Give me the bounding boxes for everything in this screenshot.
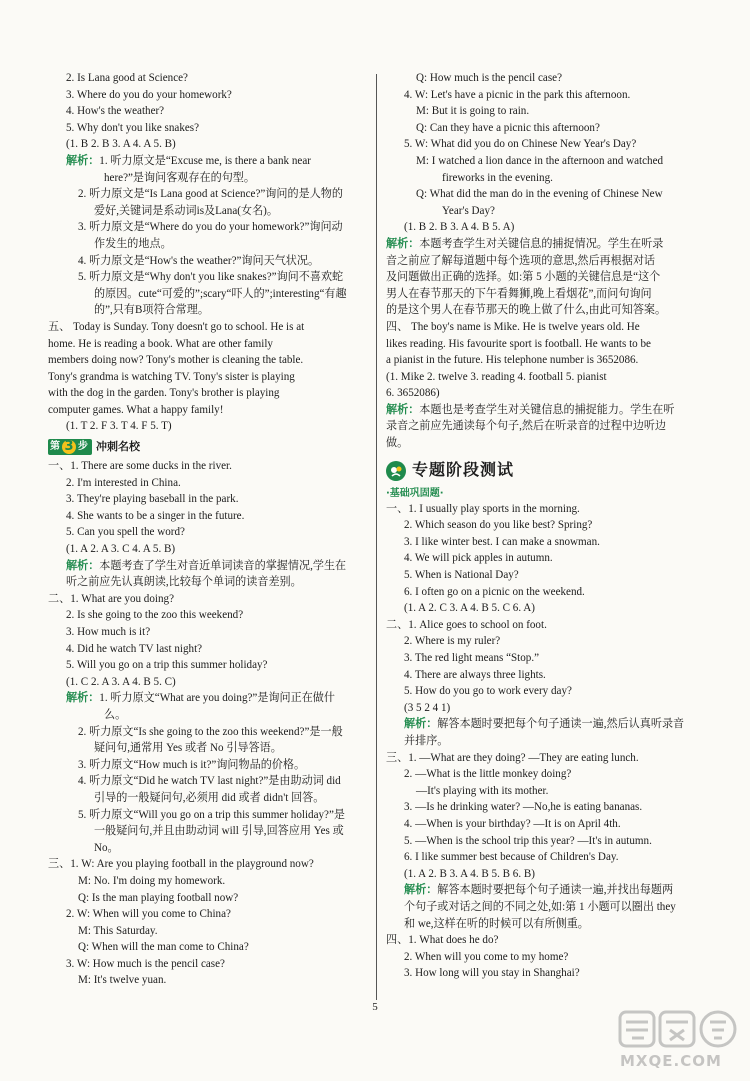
line-text: 6. I like summer best because of Children's Day. [404,851,619,864]
text-line [48,541,370,558]
line-text: 三、1. W: Are you playing football in the playground now? [48,858,314,871]
line-text: 四、1. What does he do? [386,934,499,947]
line-text: here?”是询问客观存在的句型。 [104,171,255,184]
line-text: (1. A 2. A 3. C 4. A 5. B) [66,543,176,556]
text-line [386,816,702,833]
text-line [48,823,370,840]
line-text: 4. She wants to be a singer in the future. [66,509,245,522]
line-text: 四、 The boy's name is Mike. He is twelve years old. He [386,320,640,333]
text-line [48,475,370,492]
text-line [386,750,702,767]
text-line [48,923,370,940]
analysis-label: 解析： [404,718,438,731]
line-text: 2. When will you come to my home? [404,950,569,963]
line-text: 么。 [104,708,127,721]
text-line [386,336,702,353]
text-line [386,700,702,717]
line-text: 5. Will you go on a trip this summer holiday? [66,659,268,672]
line-text: 疑问句,通常用 Yes 或者 No 引导答语。 [94,742,282,755]
line-text: 2. Which season do you like best? Spring? [404,519,593,532]
text-line [386,584,702,601]
text-line [48,707,370,724]
text-line [386,319,702,336]
line-text: 4. W: Let's have a picnic in the park this afternoon. [404,88,631,101]
text-line [386,302,702,319]
line-text: 个句子或对话之间的不同之处,如:第 1 小题可以圈出 they [404,900,676,913]
text-line [48,319,370,336]
line-text: 4. We will pick apples in autumn. [404,552,553,565]
text-line [48,840,370,857]
line-text: 本题也是考查学生对关键信息的捕捉能力。学生在听 [419,403,675,416]
step-badge-pre: 第 [50,440,60,452]
text-line [48,402,370,419]
text-line [386,120,702,137]
line-text: 1. 听力原文是“Excuse me, is there a bank near [99,154,311,167]
line-text: 的原因。cute“可爱的”;scary“吓人的”;interesting“有趣 [94,287,347,300]
text-line [386,899,702,916]
line-text: 作发生的地点。 [94,237,172,250]
line-text: 2. 听力原文是“Is Lana good at Science?”询问的是人物的 [78,188,343,201]
text-line [48,558,370,575]
analysis-label: 解析： [386,403,420,416]
step-heading [48,437,370,457]
text-line [48,302,370,319]
line-text: 5. How do you go to work every day? [404,685,572,698]
text-line [386,87,702,104]
text-line [48,690,370,707]
line-text: 的是这个男人在春节那天的晚上做了什么,由此可知答案。 [386,304,667,317]
text-line [48,286,370,303]
line-text: a pianist in the future. His telephone number is 3652086. [386,354,639,367]
line-text: M: It's twelve yuan. [78,974,167,987]
line-text: Q: Is the man playing football now? [78,891,239,904]
text-line [48,574,370,591]
text-line [386,683,702,700]
line-text: 3. They're playing baseball in the park. [66,493,239,506]
line-text: 爱好,关键词是系动词is及Lana(女名)。 [94,204,278,217]
step-number: 3 [62,440,76,454]
line-text: Q: When will the man come to China? [78,941,249,954]
text-line [48,70,370,87]
line-text: 一般疑问句,并且由助动词 will 引导,回答应用 Yes 或 [94,825,344,838]
text-line [386,965,702,982]
text-line [386,916,702,933]
line-text: 并排序。 [404,734,449,747]
text-line [48,906,370,923]
line-text: 一、1. I usually play sports in the morning. [386,502,580,515]
line-text: 音之前应了解每道题中每个选项的意思,然后再根据对话 [386,254,656,267]
text-line [386,517,702,534]
text-line [48,624,370,641]
line-text: 4. 听力原文是“How's the weather?”询问天气状况。 [78,254,320,267]
watermark-logo [560,1008,740,1074]
text-line [386,435,702,452]
text-line [48,87,370,104]
line-text: Q: What did the man do in the evening of Chinese New [416,188,663,201]
text-line [48,508,370,525]
line-text: 引导的一般疑问句,必须用 did 或者 didn't 回答。 [94,791,325,804]
line-text: No。 [94,841,119,854]
line-text: 3. How long will you stay in Shanghai? [404,967,580,980]
text-line [48,807,370,824]
text-line [48,591,370,608]
text-line [48,385,370,402]
line-text: with the dog in the garden. Tony's brother is playing [48,387,280,400]
text-line [386,932,702,949]
text-line [48,219,370,236]
line-text: (1. A 2. C 3. A 4. B 5. C 6. A) [404,602,535,615]
text-line [48,674,370,691]
line-text: (1. A 2. B 3. A 4. B 5. B 6. B) [404,867,535,880]
line-text: (1. Mike 2. twelve 3. reading 4. football 5. pianist [386,370,607,383]
line-text: 录音之前应先通读每个句子,然后在听录音的过程中边听边 [386,420,667,433]
text-line [48,253,370,270]
line-text: 2. —What is the little monkey doing? [404,768,572,781]
page-number: 5 [372,1001,378,1013]
line-text: 3. 听力原文是“Where do you do your homework?”询问动 [78,221,343,234]
text-line [48,524,370,541]
analysis-label: 解析： [404,884,438,897]
text-line [48,336,370,353]
line-text: 2. Is Lana good at Science? [66,72,188,84]
line-text: (1. B 2. B 3. A 4. A 5. B) [66,138,176,151]
text-line [48,956,370,973]
line-text: 五、 Today is Sunday. Tony doesn't go to school. He is at [48,320,305,333]
line-text: 2. I'm interested in China. [66,476,181,489]
line-text: 做。 [386,437,409,450]
text-line [386,633,702,650]
line-text: 2. Where is my ruler? [404,635,501,648]
text-line [386,766,702,783]
line-text: 2. 听力原文“Is she going to the zoo this weekend?”是一般 [78,725,343,738]
line-text: 3. I like winter best. I can make a snowman. [404,535,600,548]
line-text: 5. 听力原文“Will you go on a trip this summer holiday?”是 [78,808,345,821]
text-line [48,890,370,907]
text-line [386,418,702,435]
line-text: Year's Day? [442,204,495,217]
analysis-label: 解析： [386,237,420,250]
text-line [386,600,702,617]
text-line [48,352,370,369]
line-text: 一、1. There are some ducks in the river. [48,460,232,473]
text-line [386,253,702,270]
text-line [48,418,370,435]
text-line [48,369,370,386]
line-text: 3. 听力原文“How much is it?”询问物品的价格。 [78,758,306,771]
line-text: 4. How's the weather? [66,105,165,118]
text-line [386,534,702,551]
line-text: 3. —Is he drinking water? —No,he is eating bananas. [404,801,643,814]
line-text: 5. When is National Day? [404,569,519,582]
text-line [48,757,370,774]
text-line [386,236,702,253]
text-line [386,567,702,584]
analysis-label: 解析： [66,154,100,167]
line-text: 听之前应先认真朗读,比较每个单词的读音差别。 [66,576,302,589]
line-text: computer games. What a happy family! [48,403,224,416]
line-text: 解答本题时要把每个句子通读一遍,然后认真听录音 [437,718,685,731]
text-line [48,203,370,220]
line-text: 三、1. —What are they doing? —They are eating lunch. [386,751,639,764]
step-title: 冲刺名校 [96,439,140,453]
text-line [386,667,702,684]
text-line [386,799,702,816]
subsection-title: ·基础巩固题· [386,487,444,499]
line-text: 本题考查学生对关键信息的捕捉情况。学生在听录 [419,237,664,250]
section-heading [386,458,702,484]
text-line [48,170,370,187]
line-text: 6. I often go on a picnic on the weekend. [404,585,585,598]
text-line [48,607,370,624]
text-line [48,491,370,508]
line-text: 男人在春节那天的下午看舞狮,晚上看烟花”,而问句询问 [386,287,652,300]
line-text: 二、1. What are you doing? [48,592,175,605]
line-text: 及问题做出正确的选择。如:第 5 小题的关键信息是“这个 [386,271,661,284]
text-line [48,790,370,807]
line-text: 和 we,这样在听的时候可以有所侧重。 [404,917,589,930]
text-line [386,269,702,286]
line-text: 本题考查了学生对音近单词读音的掌握情况,学生在 [99,559,347,572]
line-text: 的”,只有B项符合常理。 [94,304,209,317]
line-text: fireworks in the evening. [442,171,553,184]
line-text: (3 5 2 4 1) [404,701,451,714]
text-line [48,724,370,741]
line-text: likes reading. His favourite sport is football. He wants to be [386,337,651,350]
text-line [386,186,702,203]
text-line [48,873,370,890]
line-text: 4. Did he watch TV last night? [66,642,203,655]
line-text: (1. T 2. F 3. T 4. F 5. T) [66,420,172,433]
section-title: 专题阶段测试 [412,460,515,480]
text-line [48,186,370,203]
step-badge-post: 步 [78,440,88,452]
text-line [386,716,702,733]
text-line [48,458,370,475]
text-line [48,269,370,286]
text-line [386,203,702,220]
text-line [386,949,702,966]
text-line [386,70,702,87]
line-text: 5. —When is the school trip this year? —It's in autumn. [404,834,652,847]
line-text: 3. The red light means “Stop.” [404,652,540,664]
line-text: 4. —When is your birthday? —It is on April 4th. [404,817,621,830]
text-line [386,833,702,850]
line-text: (1. B 2. B 3. A 4. B 5. A) [404,221,515,234]
column-divider [376,74,377,1000]
text-line [386,103,702,120]
text-line [386,286,702,303]
text-line [386,136,702,153]
line-text: Q: Can they have a picnic this afternoon? [416,121,600,134]
text-line [386,849,702,866]
text-line [386,550,702,567]
text-line [48,939,370,956]
text-line [386,733,702,750]
text-line [386,385,702,402]
text-line [48,773,370,790]
line-text: (1. C 2. A 3. A 4. B 5. C) [66,675,176,688]
text-line [386,501,702,518]
line-text: M: I watched a lion dance in the afternoon and watched [416,154,664,167]
line-text: Q: How much is the pencil case? [416,72,563,84]
line-text: 二、1. Alice goes to school on foot. [386,618,547,631]
watermark-glyphs-icon [560,1008,740,1052]
text-line [48,103,370,120]
text-line [48,657,370,674]
line-text: Tony's grandma is watching TV. Tony's sister is playing [48,370,295,383]
line-text: 5. Why don't you like snakes? [66,121,200,134]
text-line [48,740,370,757]
text-line [386,650,702,667]
text-line [386,219,702,236]
line-text: 2. W: When will you come to China? [66,908,231,921]
line-text: M: No. I'm doing my homework. [78,874,226,887]
analysis-label: 解析： [66,559,100,572]
text-line [386,369,702,386]
text-line [386,866,702,883]
text-line [386,402,702,419]
text-line [48,120,370,137]
line-text: 4. 听力原文“Did he watch TV last night?”是由助动词 did [78,775,341,788]
left-column [48,70,370,989]
text-line [48,236,370,253]
line-text: 4. There are always three lights. [404,668,546,681]
line-text: 3. W: How much is the pencil case? [66,957,225,970]
right-column [386,70,702,982]
text-line [48,856,370,873]
line-text: members doing now? Tony's mother is cleaning the table. [48,354,304,367]
section-leaf-icon [386,461,406,481]
analysis-label: 解析： [66,692,100,705]
line-text: 解答本题时要把每个句子通读一遍,并找出每题两 [437,884,674,897]
text-line [48,972,370,989]
line-text: 5. W: What did you do on Chinese New Year's Day? [404,138,637,151]
line-text: 5. Can you spell the word? [66,526,185,539]
line-text: M: But it is going to rain. [416,105,530,118]
text-line [386,783,702,800]
text-line [386,617,702,634]
line-text: 1. 听力原文“What are you doing?”是询问正在做什 [99,692,335,705]
line-text: 2. Is she going to the zoo this weekend? [66,609,244,622]
step-badge [48,439,92,455]
line-text: 3. How much is it? [66,626,151,638]
line-text: —It's playing with its mother. [416,784,549,797]
line-text: 6. 3652086) [386,387,440,400]
text-line [48,136,370,153]
text-line [386,352,702,369]
watermark-url: MXQE.COM [620,1052,722,1070]
text-line [48,641,370,658]
line-text: 3. Where do you do your homework? [66,88,232,101]
text-line [48,153,370,170]
line-text: home. He is reading a book. What are other family [48,337,273,350]
text-line [386,153,702,170]
line-text: M: This Saturday. [78,924,158,937]
line-text: 5. 听力原文是“Why don't you like snakes?”询问不喜欢蛇 [78,271,344,284]
text-line [386,882,702,899]
text-line [386,170,702,187]
